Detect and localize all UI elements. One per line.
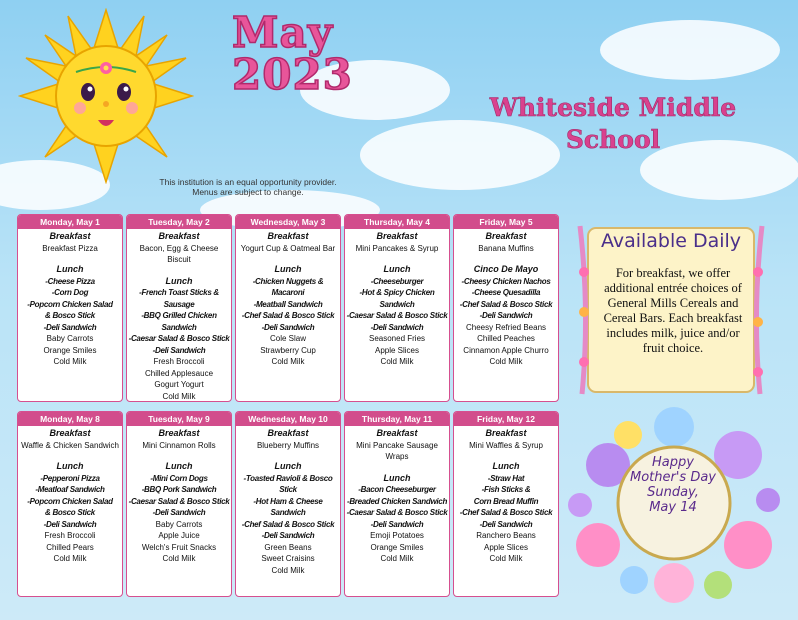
day-date: Monday, May 8 bbox=[18, 412, 122, 426]
day-card bbox=[235, 411, 341, 597]
day-card bbox=[126, 411, 232, 597]
side-item: Cold Milk bbox=[380, 357, 414, 366]
lunch-entree: -Hot Ham & Cheese Sandwich bbox=[253, 496, 323, 517]
day-card bbox=[126, 214, 232, 402]
day-date: Tuesday, May 9 bbox=[127, 412, 231, 426]
lunch-entree: -Chef Salad & Bosco Stick bbox=[459, 299, 553, 309]
side-item: Orange Smiles bbox=[43, 345, 97, 355]
lunch-label: Lunch bbox=[274, 461, 302, 471]
breakfast-label: Breakfast bbox=[267, 231, 309, 241]
breakfast-item: Breakfast Pizza bbox=[42, 243, 98, 253]
lunch-entree: -Chef Salad & Bosco Stick bbox=[241, 311, 335, 320]
lunch-entree: -Corn Dog bbox=[51, 288, 89, 297]
mothers-day-line: Happy bbox=[652, 455, 694, 470]
lunch-entree: -Chicken Nuggets & Macaroni bbox=[252, 276, 324, 297]
side-item: Green Beans bbox=[264, 542, 312, 552]
day-card bbox=[344, 411, 450, 597]
lunch-label: Cinco De Mayo bbox=[473, 264, 539, 274]
year-label: 2023 bbox=[232, 50, 353, 99]
lunch-entree: -Cheesy Chicken Nachos bbox=[461, 276, 551, 286]
lunch-label: Lunch bbox=[274, 264, 302, 274]
lunch-entree: -Hot & Spicy Chicken bbox=[359, 288, 435, 297]
breakfast-item: Mini Cinnamon Rolls bbox=[142, 440, 216, 450]
lunch-entree: -Caesar Salad & Bosco Stick bbox=[128, 334, 230, 343]
day-date: Friday, May 5 bbox=[454, 215, 558, 229]
side-item: Welch's Fruit Snacks bbox=[141, 542, 217, 552]
lunch-entree: -Meatball Sandwich bbox=[253, 299, 323, 309]
spacer bbox=[128, 451, 230, 461]
available-daily-title: Available Daily bbox=[600, 230, 742, 252]
side-item: Cold Milk bbox=[489, 357, 523, 366]
day-date: Friday, May 12 bbox=[454, 412, 558, 426]
spacer bbox=[19, 451, 121, 461]
lunch-entree: -Deli Sandwich bbox=[43, 322, 97, 332]
side-item: Sweet Craisins bbox=[261, 554, 315, 563]
lunch-entree: -Caesar Salad & Bosco Stick bbox=[346, 311, 448, 320]
lunch-entree: -Meatloaf Sandwich bbox=[35, 485, 105, 494]
available-daily-text: For breakfast, we offer additional entrée choices of General Mills Cereals and Cereal Bars. Each breakfast includes milk, juice and/or fruit choice. bbox=[603, 266, 743, 355]
day-menu bbox=[18, 229, 122, 370]
lunch-entree: -Deli Sandwich bbox=[370, 519, 424, 529]
side-item: Cold Milk bbox=[162, 391, 196, 401]
side-item: Apple Slices bbox=[483, 542, 529, 552]
breakfast-item: Banana Muffins bbox=[478, 243, 534, 253]
side-item: Cold Milk bbox=[489, 554, 523, 563]
breakfast-item: Mini Waffles & Syrup bbox=[469, 440, 543, 450]
breakfast-label: Breakfast bbox=[158, 231, 200, 241]
lunch-label: Lunch bbox=[383, 264, 411, 274]
lunch-label: Lunch bbox=[165, 275, 193, 286]
side-item: Cinnamon Apple Churro bbox=[463, 345, 549, 355]
side-item: Cheesy Refried Beans bbox=[465, 322, 547, 332]
side-item: Fresh Broccoli bbox=[44, 531, 96, 540]
day-date: Tuesday, May 2 bbox=[127, 215, 231, 229]
mothers-day-line: Sunday, bbox=[647, 485, 699, 500]
day-menu bbox=[236, 426, 340, 578]
breakfast-item: Blueberry Muffins bbox=[256, 440, 320, 450]
spacer bbox=[237, 451, 339, 461]
lunch-entree: -Deli Sandwich bbox=[479, 519, 533, 529]
breakfast-label: Breakfast bbox=[49, 428, 91, 438]
lunch-entree: -Deli Sandwich bbox=[152, 508, 206, 517]
side-item: Ranchero Beans bbox=[476, 531, 536, 540]
lunch-entree: -Popcorn Chicken Salad bbox=[27, 496, 113, 506]
day-menu bbox=[127, 426, 231, 567]
side-item: Apple Juice bbox=[158, 531, 200, 540]
lunch-label: Lunch bbox=[56, 264, 84, 274]
side-item: Baby Carrots bbox=[155, 519, 203, 529]
lunch-label: Lunch bbox=[165, 461, 193, 471]
side-item: Emoji Potatoes bbox=[370, 531, 424, 540]
side-item: Cold Milk bbox=[271, 565, 305, 575]
day-card bbox=[17, 411, 123, 597]
spacer bbox=[237, 254, 339, 264]
lunch-entree: -Bacon Cheeseburger bbox=[358, 485, 436, 494]
day-card bbox=[17, 214, 123, 402]
lunch-entree: -Chef Salad & Bosco Stick bbox=[459, 508, 553, 517]
spacer bbox=[128, 266, 230, 276]
mothers-day-text bbox=[626, 455, 720, 515]
breakfast-item: Yogurt Cup & Oatmeal Bar bbox=[240, 243, 336, 253]
breakfast-label: Breakfast bbox=[376, 231, 418, 241]
day-date: Monday, May 1 bbox=[18, 215, 122, 229]
side-item: Strawberry Cup bbox=[260, 345, 316, 355]
side-item: Apple Slices bbox=[374, 345, 420, 355]
breakfast-label: Breakfast bbox=[376, 428, 418, 438]
breakfast-label: Breakfast bbox=[485, 231, 527, 241]
lunch-entree: & Bosco Stick bbox=[45, 508, 95, 517]
side-item: Chilled Peaches bbox=[477, 334, 535, 343]
breakfast-item: Waffle & Chicken Sandwich bbox=[21, 440, 119, 450]
side-item: Cole Slaw bbox=[269, 334, 306, 343]
breakfast-item: Mini Pancakes & Syrup bbox=[355, 243, 439, 253]
day-card bbox=[453, 411, 559, 597]
side-item: Cold Milk bbox=[53, 357, 87, 366]
sun-illustration bbox=[18, 8, 194, 184]
side-item: Fresh Broccoli bbox=[153, 357, 205, 366]
spacer bbox=[455, 451, 557, 461]
lunch-entree: Sandwich bbox=[379, 299, 415, 309]
lunch-entree: -French Toast Sticks & Sausage bbox=[139, 288, 219, 309]
lunch-entree: -Pepperoni Pizza bbox=[40, 473, 100, 483]
lunch-entree: -Toasted Ravioli & Bosco Stick bbox=[243, 473, 333, 494]
day-menu bbox=[345, 229, 449, 370]
breakfast-label: Breakfast bbox=[485, 428, 527, 438]
lunch-entree: -Fish Sticks & bbox=[481, 485, 531, 494]
day-menu bbox=[345, 426, 449, 567]
side-item: Gogurt Yogurt bbox=[154, 380, 204, 389]
breakfast-label: Breakfast bbox=[158, 428, 200, 438]
cloud bbox=[600, 20, 780, 80]
side-item: Cold Milk bbox=[162, 554, 196, 563]
lunch-entree: -Cheese Quesadilla bbox=[471, 288, 541, 297]
lunch-entree: -Chef Salad & Bosco Stick bbox=[241, 519, 335, 529]
lunch-entree: -Caesar Salad & Bosco Stick bbox=[128, 496, 230, 506]
lunch-entree: -Deli Sandwich bbox=[152, 345, 206, 355]
side-item: Cold Milk bbox=[271, 357, 305, 366]
lunch-entree: -Deli Sandwich bbox=[261, 322, 315, 332]
lunch-entree: -Breaded Chicken Sandwich bbox=[346, 496, 448, 506]
day-date: Wednesday, May 10 bbox=[236, 412, 340, 426]
day-card bbox=[344, 214, 450, 402]
side-item: Seasoned Fries bbox=[368, 334, 426, 343]
side-item: Orange Smiles bbox=[370, 542, 424, 552]
month-title bbox=[232, 8, 353, 99]
side-item: Chilled Applesauce bbox=[144, 368, 214, 378]
day-menu bbox=[127, 229, 231, 402]
mothers-day-line: May 14 bbox=[649, 500, 697, 515]
day-menu bbox=[236, 229, 340, 370]
lunch-entree: -Deli Sandwich bbox=[370, 322, 424, 332]
day-card bbox=[453, 214, 559, 402]
lunch-label: Lunch bbox=[383, 472, 411, 483]
lunch-entree: -Popcorn Chicken Salad bbox=[27, 299, 113, 309]
side-item: Cold Milk bbox=[53, 554, 87, 563]
lunch-label: Lunch bbox=[492, 461, 520, 471]
notice bbox=[150, 177, 346, 197]
lunch-entree: -Straw Hat bbox=[487, 473, 525, 483]
lunch-entree: -Cheeseburger bbox=[370, 276, 424, 286]
lunch-entree: -Caesar Salad & Bosco Stick bbox=[346, 508, 448, 517]
school-title: Whiteside Middle School bbox=[489, 93, 737, 154]
day-card bbox=[235, 214, 341, 402]
day-menu bbox=[454, 426, 558, 567]
breakfast-label: Breakfast bbox=[267, 428, 309, 438]
mothers-day-line: Mother's Day bbox=[630, 470, 716, 485]
lunch-entree: -Deli Sandwich bbox=[261, 531, 315, 540]
breakfast-item: Mini Pancake Sausage bbox=[356, 440, 438, 450]
day-date: Wednesday, May 3 bbox=[236, 215, 340, 229]
side-item: Chilled Pears bbox=[46, 542, 94, 552]
lunch-entree: -Cheese Pizza bbox=[45, 276, 95, 286]
spacer bbox=[455, 254, 557, 264]
month-label: May bbox=[232, 8, 334, 57]
day-date: Thursday, May 4 bbox=[345, 215, 449, 229]
spacer bbox=[346, 463, 448, 473]
lunch-label: Lunch bbox=[56, 461, 84, 471]
breakfast-item: Bacon, Egg & Cheese Biscuit bbox=[139, 243, 219, 264]
lunch-entree: -Mini Corn Dogs bbox=[150, 473, 208, 483]
lunch-entree: Corn Bread Muffin bbox=[473, 496, 539, 506]
side-item: Cold Milk bbox=[380, 554, 414, 563]
spacer bbox=[19, 254, 121, 264]
notice-line: This institution is an equal opportunity provider. bbox=[159, 177, 337, 187]
lunch-entree: -BBQ Grilled Chicken Sandwich bbox=[141, 311, 217, 332]
lunch-entree: -Deli Sandwich bbox=[43, 519, 97, 529]
side-item: Baby Carrots bbox=[46, 334, 94, 343]
notice-line: Menus are subject to change. bbox=[192, 187, 304, 197]
breakfast-label: Breakfast bbox=[49, 231, 91, 241]
lunch-entree: -Deli Sandwich bbox=[479, 311, 533, 320]
spacer bbox=[346, 254, 448, 264]
day-menu bbox=[454, 229, 558, 370]
day-date: Thursday, May 11 bbox=[345, 412, 449, 426]
lunch-entree: & Bosco Stick bbox=[45, 311, 95, 320]
lunch-entree: -BBQ Pork Sandwich bbox=[141, 485, 217, 494]
day-menu bbox=[18, 426, 122, 567]
breakfast-item: Wraps bbox=[385, 452, 409, 461]
